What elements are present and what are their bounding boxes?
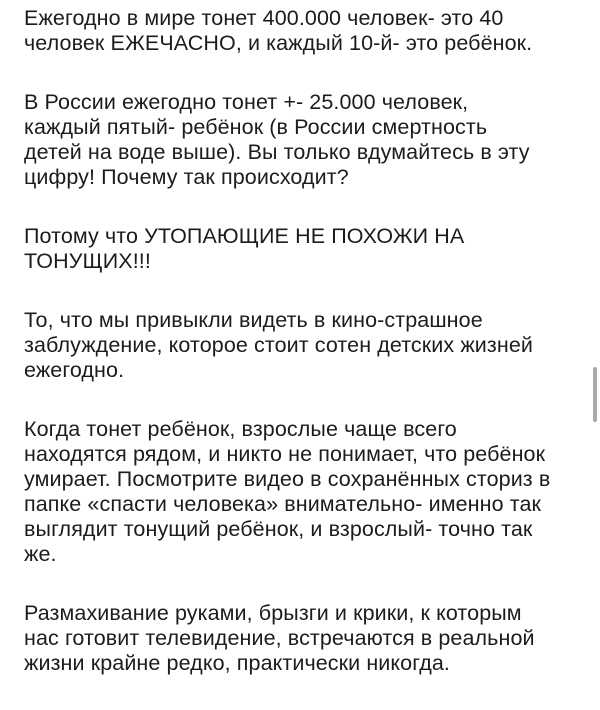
paragraph-movie-misconception: То, что мы привыкли видеть в кино-страшное заблуждение, которое стоит сотен детских жизней ежегодно.: [24, 308, 534, 382]
paragraph-adults-nearby: Когда тонет ребёнок, взрослые чаще всего находятся рядом, и никто не понимает, что ребёнок умирает. Посмотрите видео в сохранённых сториз в папке «спасти человека» внимательно- именно так выглядит тонущий ребёнок, и взрослый- точно так же.: [24, 417, 551, 566]
paragraph-drowning-stats-russia: В России ежегодно тонет +- 25.000 человек, каждый пятый- ребёнок (в России смертность детей на воде выше). Вы только вдумайтесь в эту цифру! Почему так происходит?: [24, 90, 530, 189]
paragraph-drowning-not-obvious: Потому что УТОПАЮЩИЕ НЕ ПОХОЖИ НА ТОНУЩИХ!!!: [24, 224, 465, 273]
paragraph-drowning-stats-world: Ежегодно в мире тонет 400.000 человек- это 40 человек ЕЖЕЧАСНО, и каждый 10-й- это ребёнок.: [24, 6, 533, 55]
paragraph-splashing-rare: Размахивание руками, брызги и крики, к которым нас готовит телевидение, встречаются в реальной жизни крайне редко, практически никогда.: [24, 601, 535, 675]
article-body: [24, 6, 580, 710]
scroll-indicator[interactable]: [593, 367, 597, 422]
